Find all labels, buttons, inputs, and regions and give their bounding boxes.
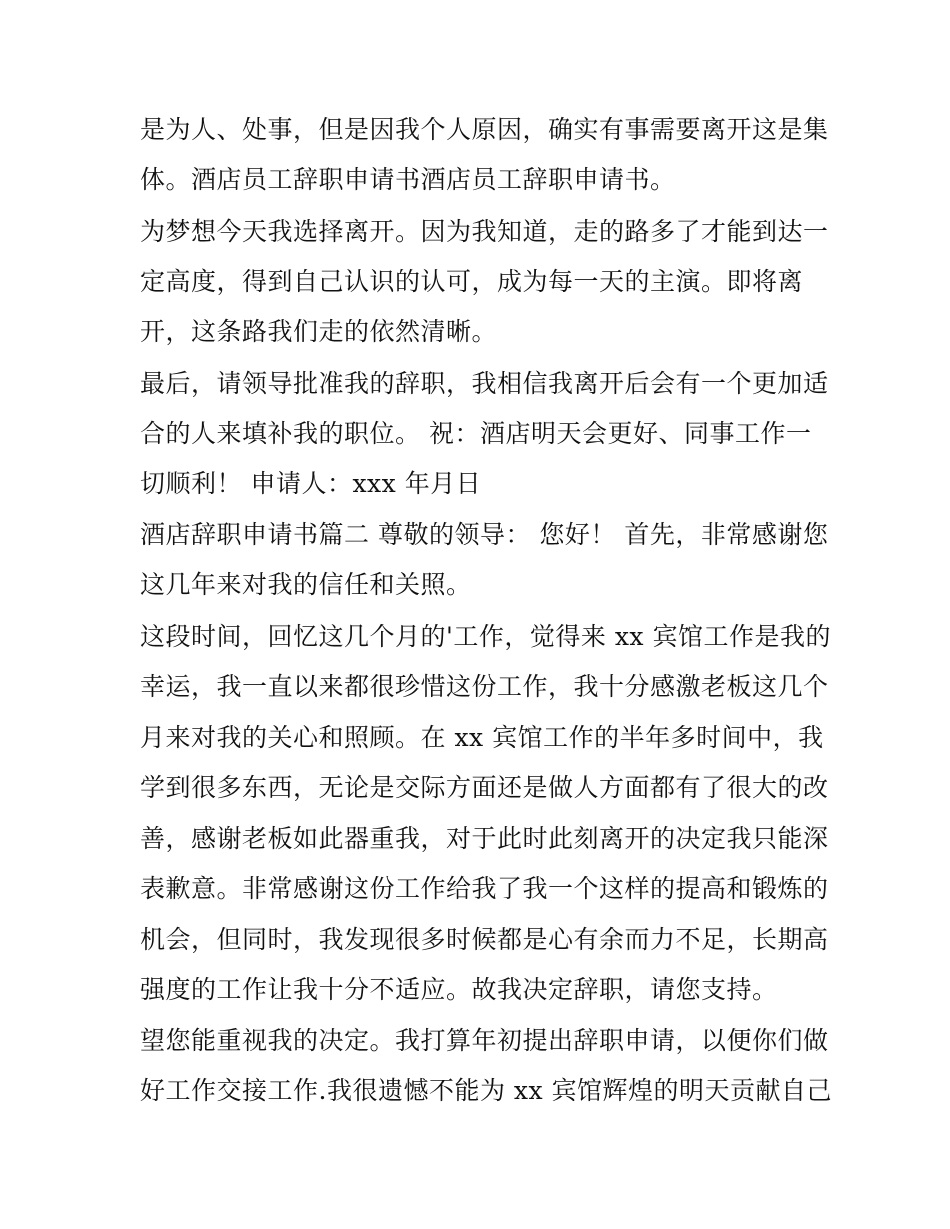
text-line: 酒店辞职申请书篇二 尊敬的领导： 您好！ 首先，非常感谢您 [140,520,829,549]
text-line: 体。酒店员工辞职申请书酒店员工辞职申请书。 [140,165,676,194]
text-line: 最后，请领导批准我的辞职，我相信我离开后会有一个更加适 [140,369,829,398]
text-line: 为梦想今天我选择离开。因为我知道，走的路多了才能到达一 [140,217,829,246]
text-line: 合的人来填补我的职位。 祝：酒店明天会更好、同事工作一 [140,419,812,448]
text-line: 这段时间，回忆这几个月的'工作，觉得来 xx 宾馆工作是我的 [140,622,831,651]
text-line: 表歉意。非常感谢这份工作给我了我一个这样的提高和锻炼的 [140,874,829,903]
text-line: 定高度，得到自己认识的认可，成为每一天的主演。即将离 [140,267,804,296]
text-line: 强度的工作让我十分不适应。故我决定辞职，请您支持。 [140,975,778,1004]
text-line: 机会，但同时，我发现很多时候都是心有余而力不足，长期高 [140,925,829,954]
text-line: 开，这条路我们走的依然清晰。 [140,317,498,346]
text-line: 望您能重视我的决定。我打算年初提出辞职申请，以便你们做 [140,1026,829,1055]
text-line: 月来对我的关心和照顾。在 xx 宾馆工作的半年多时间中，我 [140,723,824,752]
text-line: 幸运，我一直以来都很珍惜这份工作，我十分感激老板这几个 [140,672,829,701]
text-line: 善，感谢老板如此器重我，对于此时此刻离开的决定我只能深 [140,824,829,853]
text-line: 好工作交接工作.我很遗憾不能为 xx 宾馆辉煌的明天贡献自己 [140,1076,833,1105]
text-line: 是为人、处事，但是因我个人原因，确实有事需要离开这是集 [140,115,829,144]
text-line: 这几年来对我的信任和关照。 [140,570,472,599]
text-line: 切顺利！ 申请人：xxx 年月日 [140,469,482,498]
text-line: 学到很多东西，无论是交际方面还是做人方面都有了很大的改 [140,773,829,802]
